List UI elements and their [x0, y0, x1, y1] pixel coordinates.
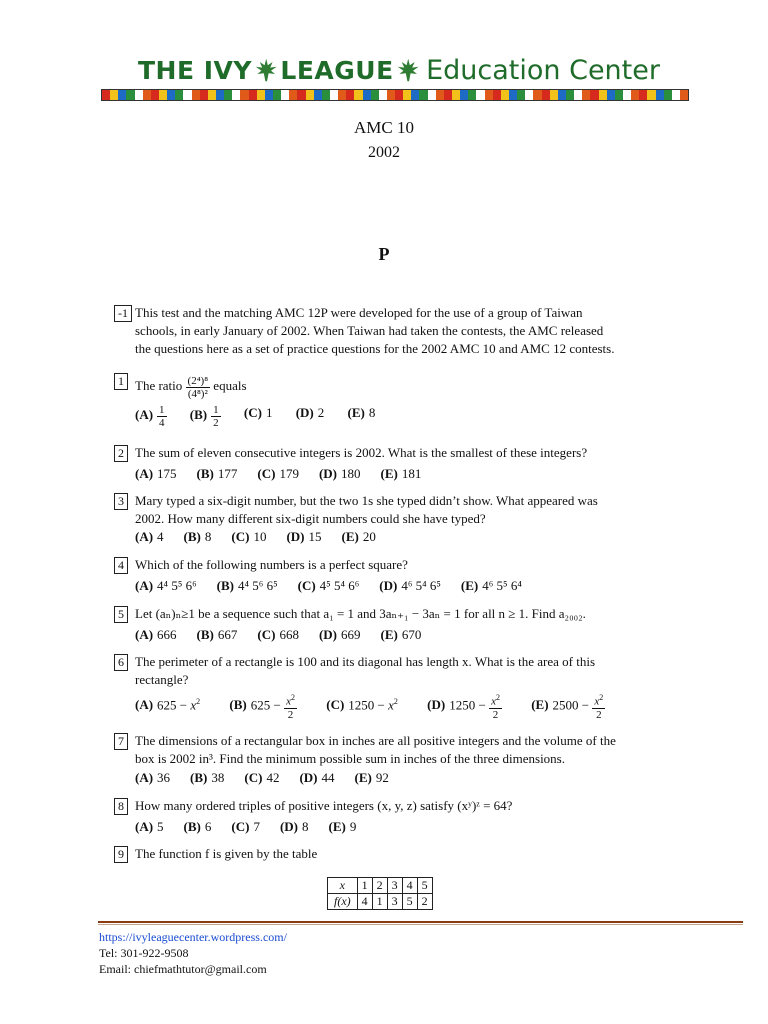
strip-segment [281, 90, 289, 100]
strip-segment [371, 90, 379, 100]
problem-number: 7 [114, 733, 128, 750]
ivy-league-logo [138, 50, 660, 90]
logo-text-education-center: Education Center [426, 54, 660, 86]
answer-choice [197, 466, 238, 482]
problem-text: equals [213, 378, 247, 393]
strip-segment [273, 90, 281, 100]
answer-choice [319, 627, 361, 643]
strip-segment [387, 90, 395, 100]
choice-letter: (B) [196, 627, 214, 642]
choice-letter: (E) [460, 578, 479, 593]
choices-2 [135, 466, 441, 482]
choice-value: 4⁴ 5⁵ 6⁶ [157, 578, 197, 593]
strip-segment [135, 90, 143, 100]
choice-value: 10 [253, 529, 267, 544]
choice-letter: (A) [135, 627, 154, 642]
choice-value: 1 [265, 405, 273, 421]
answer-choice [280, 819, 309, 835]
strip-segment [257, 90, 265, 100]
strip-segment [468, 90, 476, 100]
answer-choice [231, 819, 260, 835]
strip-segment [550, 90, 558, 100]
table-cell: 2 [372, 878, 387, 894]
problem-text-line: the questions here as a set of practice questions for the 2002 AMC 10 and AMC 12 contests. [135, 341, 615, 356]
choice-value: 36 [157, 770, 171, 785]
strip-segment [639, 90, 647, 100]
choice-value: 8 [301, 819, 309, 834]
strip-segment [338, 90, 346, 100]
choice-letter: (D) [295, 405, 314, 421]
choice-letter: (E) [341, 529, 359, 544]
strip-segment [379, 90, 387, 100]
strip-segment [460, 90, 468, 100]
strip-segment [452, 90, 460, 100]
problem-number: 2 [114, 445, 128, 462]
strip-segment [411, 90, 419, 100]
table-row [328, 878, 433, 894]
table-cell: 4 [402, 878, 417, 894]
strip-segment [151, 90, 159, 100]
choice-letter: (C) [257, 627, 276, 642]
choice-value: 179 [279, 466, 299, 481]
answer-choice [380, 466, 421, 482]
choice-value: 92 [375, 770, 389, 785]
choice-value: 177 [217, 466, 238, 481]
strip-segment [314, 90, 322, 100]
problem-1 [114, 368, 662, 404]
logo-text-league: LEAGUE [280, 55, 394, 85]
choice-letter: (D) [379, 578, 398, 593]
ratio-fraction [186, 375, 211, 400]
problem-number: -1 [114, 305, 132, 322]
problem-text-line: schools, in early January of 2002. When Taiwan had taken the contests, the AMC released [135, 323, 604, 338]
strip-segment [192, 90, 200, 100]
strip-segment [664, 90, 672, 100]
choices-4 [135, 578, 542, 594]
choice-value: 9 [349, 819, 357, 834]
strip-segment [607, 90, 615, 100]
strip-segment [672, 90, 680, 100]
choices-6: (A) $625 - x^2$ (B) 625 − $\frac{x^2}{2}$ (C) $1250 - x^2$ (D) 1250 − $\frac{x^2}{2}$ (E) 2500 − $\frac{x^2}{2}$ [135, 693, 604, 721]
answer-choice [135, 529, 164, 545]
choice-letter: (D) [318, 627, 337, 642]
answer-choice [231, 529, 266, 545]
contest-version: P [378, 244, 390, 264]
choices-3 [135, 529, 396, 545]
choice-letter: (C) [326, 697, 345, 713]
leaf-icon [255, 55, 277, 85]
table-label: x [328, 878, 358, 894]
choice-letter: (C) [231, 529, 250, 544]
choice-letter: (E) [531, 697, 549, 713]
choice-value: 8 [368, 405, 376, 421]
strip-segment [126, 90, 134, 100]
choice-letter: (E) [347, 405, 365, 421]
logo-text-ivy: THE IVY [138, 55, 253, 85]
problem-number: 1 [114, 373, 128, 390]
answer-choice [299, 770, 334, 786]
problem-text-line: This test and the matching AMC 12P were developed for the use of a group of Taiwan [135, 305, 583, 320]
decorative-color-strip [101, 89, 689, 101]
fraction-denominator: (4⁸)² [187, 387, 208, 400]
strip-segment [623, 90, 631, 100]
answer-choice [184, 819, 212, 835]
choice-letter: (A) [135, 819, 154, 834]
footer-divider [98, 921, 743, 923]
choice-value: 42 [266, 770, 280, 785]
strip-segment [599, 90, 607, 100]
problem-text-line: The sum of eleven consecutive integers is 2002. What is the smallest of these integers? [135, 445, 588, 460]
answer-choice [379, 578, 441, 594]
choice-value: 4⁵ 5⁴ 6⁶ [319, 578, 360, 593]
strip-segment [656, 90, 664, 100]
choice-letter: (A) [135, 578, 154, 593]
strip-segment [102, 90, 110, 100]
choice-letter: (D) [318, 466, 337, 481]
choices-8 [135, 819, 376, 835]
table-cell: 1 [357, 878, 372, 894]
problem-text: The ratio [135, 378, 183, 393]
choice-letter: (C) [244, 770, 263, 785]
strip-segment [493, 90, 501, 100]
strip-segment [501, 90, 509, 100]
answer-choice [298, 578, 360, 594]
answer-choice [461, 578, 522, 594]
problem-text-line: rectangle? [135, 672, 189, 687]
choice-letter: (A) [135, 466, 154, 481]
problem-9 [114, 845, 662, 863]
strip-segment [330, 90, 338, 100]
problem-text-line: The function f is given by the table [135, 846, 318, 861]
choice-letter: (B) [190, 770, 208, 785]
choice-letter: (B) [216, 578, 234, 593]
choices-1: (A) $\frac{1}{4}$ (B) $\frac{1}{2}$ (C) 1 (D) 2 (E) 8 [135, 404, 376, 429]
problem-6 [114, 653, 662, 689]
choice-letter: (B) [229, 697, 247, 713]
function-table [327, 877, 433, 910]
strip-segment [533, 90, 541, 100]
strip-segment [615, 90, 623, 100]
answer-choice [135, 819, 164, 835]
leaf-icon [397, 55, 419, 85]
choice-value: 180 [340, 466, 361, 481]
strip-segment [590, 90, 598, 100]
strip-segment [240, 90, 248, 100]
answer-choice [197, 627, 238, 643]
choices-5 [135, 627, 441, 643]
problem-text-line: Which of the following numbers is a perfect square? [135, 557, 408, 572]
strip-segment [232, 90, 240, 100]
choice-letter: (B) [196, 466, 214, 481]
choice-letter: (A) [135, 407, 154, 423]
choice-letter: (B) [189, 407, 208, 423]
choice-letter: (E) [380, 627, 398, 642]
choice-value: 15 [308, 529, 322, 544]
strip-segment [306, 90, 314, 100]
answer-choice [380, 627, 421, 643]
answer-choice [319, 466, 361, 482]
problem-7 [114, 732, 662, 768]
problem-text-line: The perimeter of a rectangle is 100 and its diagonal has length x. What is the area of this [135, 654, 596, 669]
strip-segment [363, 90, 371, 100]
strip-segment [159, 90, 167, 100]
answer-choice [341, 529, 375, 545]
strip-segment [558, 90, 566, 100]
choice-letter: (A) [135, 529, 154, 544]
table-cell: 4 [357, 894, 372, 910]
strip-segment [436, 90, 444, 100]
answer-choice [244, 770, 279, 786]
strip-segment [395, 90, 403, 100]
strip-segment [118, 90, 126, 100]
choice-value: 38 [211, 770, 225, 785]
table-cell: 5 [402, 894, 417, 910]
problem-3 [114, 492, 662, 528]
choice-letter: (B) [183, 529, 201, 544]
strip-segment [485, 90, 493, 100]
answer-choice [135, 627, 177, 643]
problem-text-line: How many ordered triples of positive integers (x, y, z) satisfy (xʸ)ᶻ = 64? [135, 798, 513, 813]
choice-letter: (D) [286, 529, 305, 544]
table-cell: 3 [387, 878, 402, 894]
table-cell: 3 [387, 894, 402, 910]
strip-segment [354, 90, 362, 100]
strip-segment [542, 90, 550, 100]
strip-segment [297, 90, 305, 100]
answer-choice [135, 578, 197, 594]
problem-number: 8 [114, 798, 128, 815]
table-row [328, 894, 433, 910]
strip-segment [525, 90, 533, 100]
choice-value: 668 [279, 627, 299, 642]
answer-choice [354, 770, 388, 786]
problem-number: 9 [114, 846, 128, 863]
problem-text-line: Mary typed a six-digit number, but the two 1s she typed didn’t show. What appeared was [135, 493, 598, 508]
choice-value: 669 [340, 627, 361, 642]
answer-choice [190, 770, 224, 786]
answer-choice [328, 819, 356, 835]
problem-number: 4 [114, 557, 128, 574]
choice-letter: (C) [231, 819, 250, 834]
strip-segment [680, 90, 688, 100]
strip-segment [110, 90, 118, 100]
strip-segment [322, 90, 330, 100]
choice-letter: (D) [299, 770, 318, 785]
strip-segment [574, 90, 582, 100]
strip-segment [249, 90, 257, 100]
choice-value: 175 [157, 466, 177, 481]
choice-letter: (C) [297, 578, 316, 593]
strip-segment [566, 90, 574, 100]
strip-segment [200, 90, 208, 100]
answer-choice [257, 627, 299, 643]
problem-number: 5 [114, 606, 128, 623]
problem-5 [114, 605, 662, 623]
choice-letter: (E) [354, 770, 372, 785]
choice-letter: (A) [135, 697, 154, 713]
strip-segment [428, 90, 436, 100]
strip-segment [444, 90, 452, 100]
choice-letter: (E) [328, 819, 346, 834]
strip-segment [143, 90, 151, 100]
answer-choice [257, 466, 299, 482]
strip-segment [224, 90, 232, 100]
choice-letter: (D) [279, 819, 298, 834]
table-label: f(x) [328, 894, 358, 910]
problem-text-line: box is 2002 in³. Find the minimum possible sum in inches of the three dimensions. [135, 751, 565, 766]
problem-number: 6 [114, 654, 128, 671]
table-cell: 1 [372, 894, 387, 910]
problem-intro [114, 304, 662, 358]
choice-value: 2 [317, 405, 325, 421]
choice-value: 20 [362, 529, 376, 544]
choice-value: 4⁴ 5⁶ 6⁵ [238, 578, 278, 593]
table-cell: 2 [417, 894, 432, 910]
strip-segment [208, 90, 216, 100]
contest-title: AMC 10 [354, 118, 414, 137]
strip-segment [476, 90, 484, 100]
problem-8 [114, 797, 662, 815]
strip-segment [517, 90, 525, 100]
choice-value: 5 [157, 819, 164, 834]
answer-choice [135, 770, 170, 786]
email: Email: chiefmathtutor@gmail.com [99, 962, 267, 976]
choice-letter: (C) [243, 405, 262, 421]
contest-year: 2002 [368, 144, 400, 161]
problem-2 [114, 444, 662, 462]
footer-divider [98, 924, 743, 925]
choice-value: 44 [321, 770, 335, 785]
telephone: Tel: 301-922-9508 [99, 946, 189, 960]
strip-segment [216, 90, 224, 100]
strip-segment [183, 90, 191, 100]
problem-text-line: The dimensions of a rectangular box in inches are all positive integers and the volume of the [135, 733, 616, 748]
strip-segment [647, 90, 655, 100]
choice-value: 4⁶ 5⁵ 6⁴ [482, 578, 522, 593]
strip-segment [419, 90, 427, 100]
strip-segment [167, 90, 175, 100]
problem-4 [114, 556, 662, 574]
choice-value: 666 [157, 627, 177, 642]
choice-letter: (C) [257, 466, 276, 481]
strip-segment [175, 90, 183, 100]
choice-value: 8 [204, 529, 212, 544]
choice-value: 6 [204, 819, 212, 834]
choices-7 [135, 770, 409, 786]
table-cell: 5 [417, 878, 432, 894]
choice-value: 4 [157, 529, 164, 544]
answer-choice [135, 466, 177, 482]
choice-letter: (A) [135, 770, 154, 785]
website-link[interactable]: https://ivyleaguecenter.wordpress.com/ [99, 930, 287, 944]
problem-text-line: 2002. How many different six-digit numbers could she have typed? [135, 511, 486, 526]
choice-value: 667 [217, 627, 238, 642]
strip-segment [631, 90, 639, 100]
strip-segment [346, 90, 354, 100]
choice-value: 7 [253, 819, 260, 834]
strip-segment [265, 90, 273, 100]
choice-letter: (D) [427, 697, 446, 713]
strip-segment [509, 90, 517, 100]
problem-text-line: Let (aₙ)ₙ≥1 be a sequence such that a₁ = 1 and 3aₙ₊₁ − 3aₙ = 1 for all n ≥ 1. Find a₂₀₀₂. [135, 606, 586, 621]
strip-segment [403, 90, 411, 100]
choice-letter: (B) [183, 819, 201, 834]
choice-value: 181 [401, 466, 422, 481]
strip-segment [289, 90, 297, 100]
choice-value: 4⁶ 5⁴ 6⁵ [401, 578, 441, 593]
answer-choice [217, 578, 278, 594]
problem-number: 3 [114, 493, 128, 510]
choice-value: 670 [401, 627, 422, 642]
answer-choice [184, 529, 212, 545]
answer-choice [286, 529, 321, 545]
strip-segment [582, 90, 590, 100]
fraction-numerator: (2⁴)⁸ [187, 374, 209, 387]
choice-letter: (E) [380, 466, 398, 481]
